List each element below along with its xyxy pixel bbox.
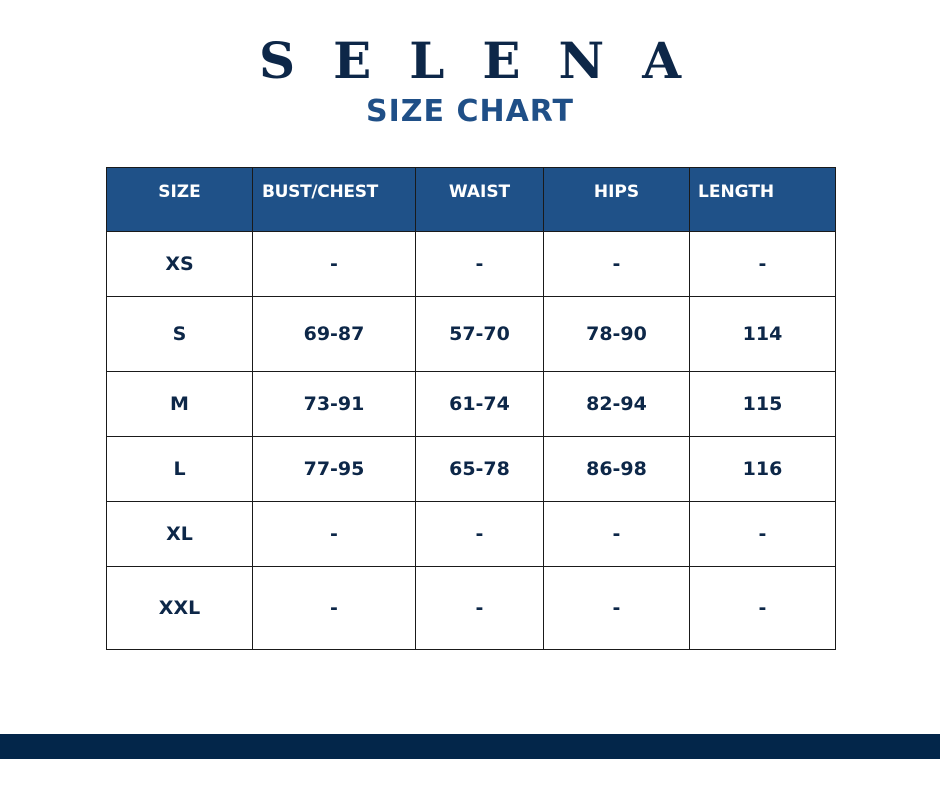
waist-cell: 57-70 — [416, 297, 544, 372]
page-subtitle: SIZE CHART — [365, 94, 575, 129]
bust-cell: - — [253, 232, 416, 297]
header-bust-chest: BUST/CHEST — [253, 168, 416, 232]
hips-cell: 86-98 — [544, 437, 690, 502]
size-chart-table — [106, 167, 836, 650]
waist-cell: 65-78 — [416, 437, 544, 502]
length-cell: - — [690, 567, 836, 650]
table-row — [107, 232, 836, 297]
hips-cell: - — [544, 502, 690, 567]
bust-cell: - — [253, 502, 416, 567]
header-size: SIZE — [107, 168, 253, 232]
hips-cell: - — [544, 567, 690, 650]
table-header-row — [107, 168, 836, 232]
length-cell: - — [690, 502, 836, 567]
bust-cell: - — [253, 567, 416, 650]
length-cell: - — [690, 232, 836, 297]
length-cell: 116 — [690, 437, 836, 502]
length-cell: 114 — [690, 297, 836, 372]
waist-cell: - — [416, 567, 544, 650]
bust-cell: 69-87 — [253, 297, 416, 372]
size-cell: M — [107, 372, 253, 437]
header-waist: WAIST — [416, 168, 544, 232]
hips-cell: 78-90 — [544, 297, 690, 372]
size-cell: XS — [107, 232, 253, 297]
size-cell: S — [107, 297, 253, 372]
hips-cell: - — [544, 232, 690, 297]
waist-cell: 61-74 — [416, 372, 544, 437]
bust-cell: 77-95 — [253, 437, 416, 502]
waist-cell: - — [416, 502, 544, 567]
table-row — [107, 297, 836, 372]
table-row — [107, 567, 836, 650]
size-cell: XL — [107, 502, 253, 567]
size-cell: XXL — [107, 567, 253, 650]
table-row — [107, 502, 836, 567]
header-length: LENGTH — [690, 168, 836, 232]
header-hips: HIPS — [544, 168, 690, 232]
footer-bar — [0, 734, 940, 759]
table-row — [107, 372, 836, 437]
size-cell: L — [107, 437, 253, 502]
table-row — [107, 437, 836, 502]
length-cell: 115 — [690, 372, 836, 437]
brand-name: SELENA — [259, 31, 719, 90]
waist-cell: - — [416, 232, 544, 297]
hips-cell: 82-94 — [544, 372, 690, 437]
bust-cell: 73-91 — [253, 372, 416, 437]
